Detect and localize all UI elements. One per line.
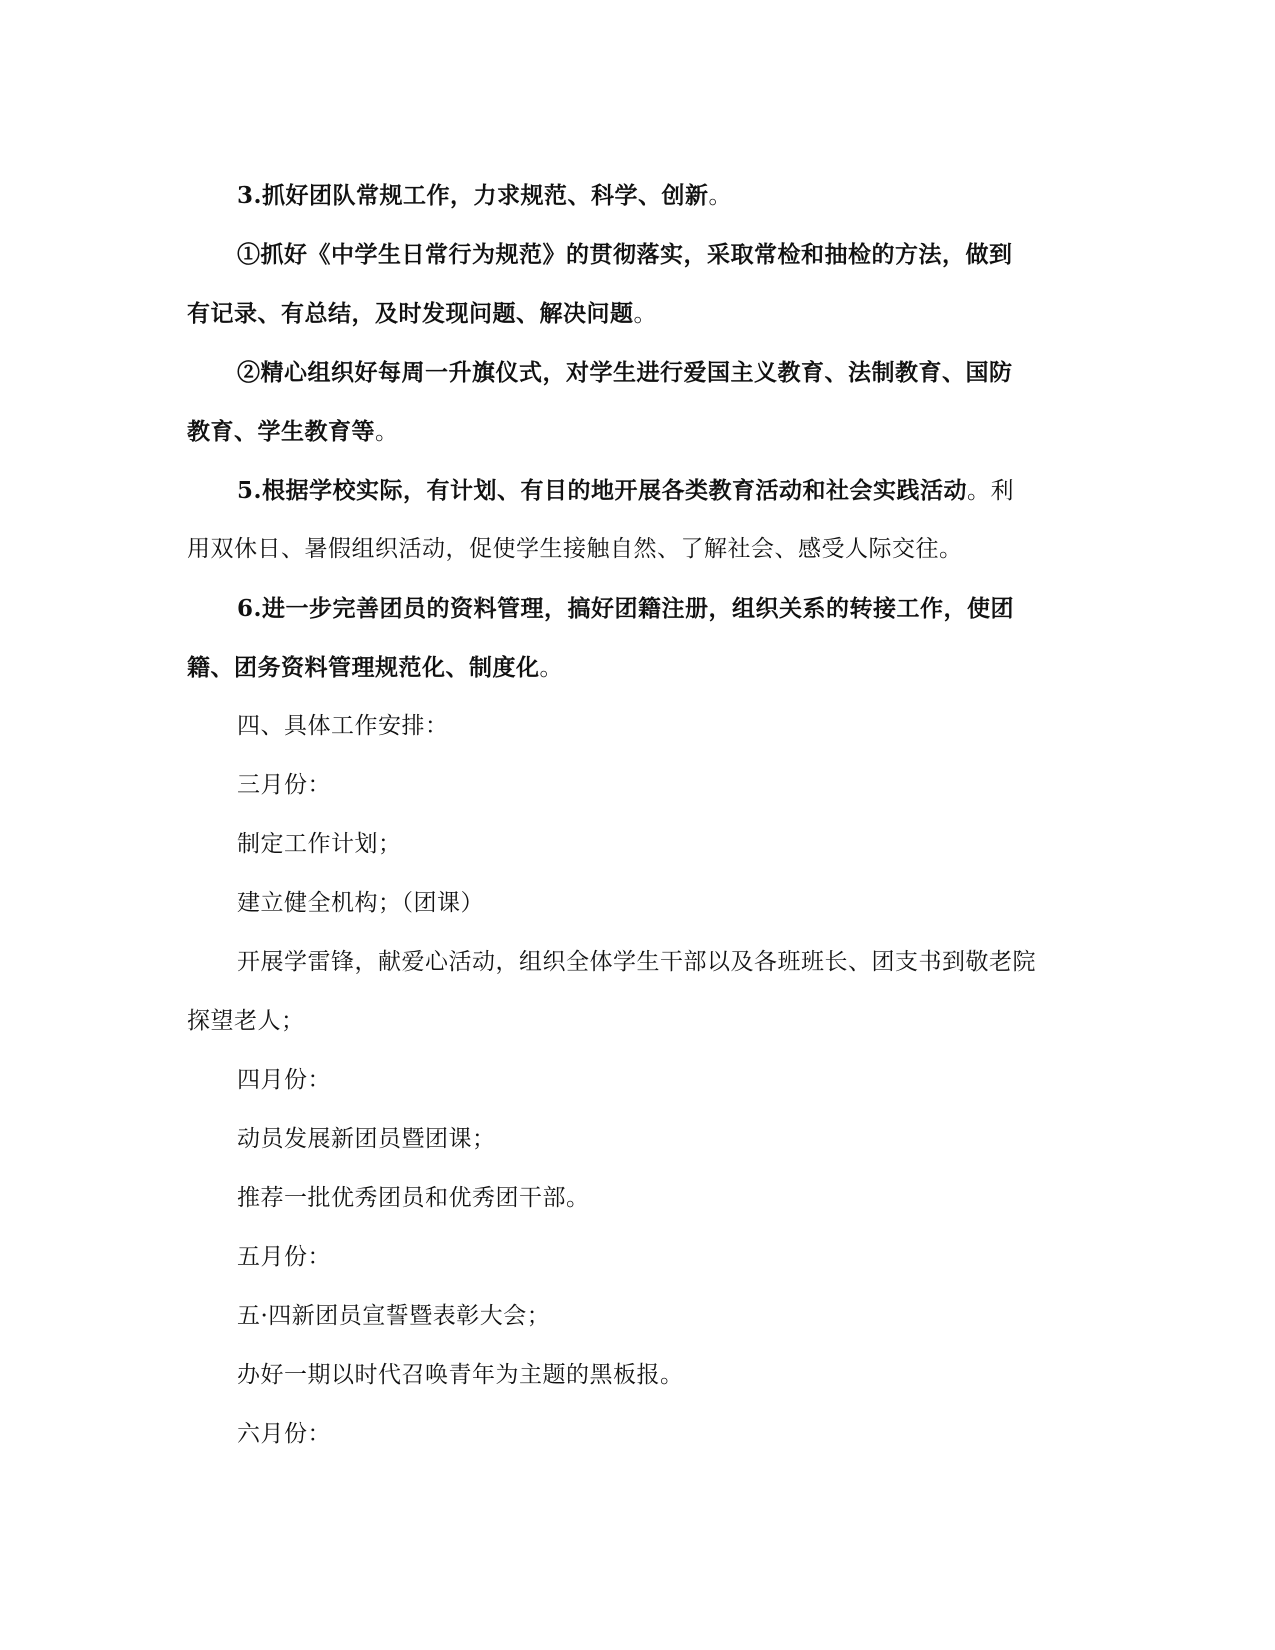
paragraph-line (187, 992, 1067, 1051)
paragraph-line (187, 284, 1067, 343)
text-run: 四、具体工作安排： (237, 713, 449, 739)
paragraph-line (187, 1051, 1067, 1110)
paragraph-line (187, 1228, 1067, 1287)
text-run: 用双休日、暑假组织活动，促使学生接触自然、了解社会、感受人际交往。 (187, 536, 963, 562)
text-run: 。 (375, 419, 399, 445)
text-run: 籍、团务资料管理规范化、制度化 (187, 654, 540, 681)
paragraph-line (187, 874, 1067, 933)
text-run: 5.根据学校实际，有计划、有目的地开展各类教育活动和社会实践活动 (237, 477, 968, 504)
text-run: 。 (708, 183, 733, 209)
text-run: 推荐一批优秀团员和优秀团干部。 (237, 1185, 590, 1211)
text-run: ②精心组织好每周一升旗仪式，对学生进行爱国主义教育、法制教育、国防 (237, 359, 1013, 386)
paragraph-line (187, 166, 1067, 225)
paragraph-line (187, 579, 1067, 638)
paragraph-line (187, 638, 1067, 697)
paragraph-line (187, 1287, 1067, 1346)
paragraph-line (187, 520, 1067, 579)
text-run: 开展学雷锋，献爱心活动，组织全体学生干部以及各班班长、团支书到敬老院 (237, 949, 1036, 975)
text-run: 建立健全机构；（团课） (237, 890, 484, 916)
text-run: 四月份： (237, 1067, 331, 1093)
document-body (187, 166, 1067, 1464)
text-run: ①抓好《中学生日常行为规范》的贯彻落实，采取常检和抽检的方法，做到 (237, 241, 1013, 268)
paragraph-line (187, 343, 1067, 402)
text-run: 三月份： (237, 772, 331, 798)
text-run: 五·四新团员宣誓暨表彰大会； (237, 1303, 551, 1329)
text-run: 。利 (967, 478, 1015, 504)
text-run: 6.进一步完善团员的资料管理，搞好团籍注册，组织关系的转接工作，使团 (237, 595, 1015, 622)
text-run: 教育、学生教育等 (187, 418, 375, 445)
text-run: 五月份： (237, 1244, 331, 1270)
text-run: 办好一期以时代召唤青年为主题的黑板报。 (237, 1362, 684, 1388)
paragraph-line (187, 697, 1067, 756)
text-run: 3.抓好团队常规工作，力求规范、科学、创新 (237, 182, 709, 209)
text-run: 制定工作计划； (237, 831, 402, 857)
text-run: 六月份： (237, 1421, 331, 1447)
paragraph-line (187, 461, 1067, 520)
paragraph-line (187, 1110, 1067, 1169)
paragraph-line (187, 402, 1067, 461)
paragraph-line (187, 815, 1067, 874)
paragraph-line (187, 225, 1067, 284)
paragraph-line (187, 933, 1067, 992)
paragraph-line (187, 1169, 1067, 1228)
text-run: 。 (539, 655, 563, 681)
paragraph-line (187, 1346, 1067, 1405)
text-run: 有记录、有总结，及时发现问题、解决问题 (187, 300, 634, 327)
paragraph-line (187, 756, 1067, 815)
paragraph-line (187, 1405, 1067, 1464)
text-run: 探望老人； (187, 1008, 305, 1034)
text-run: 动员发展新团员暨团课； (237, 1126, 496, 1152)
text-run: 。 (633, 301, 657, 327)
